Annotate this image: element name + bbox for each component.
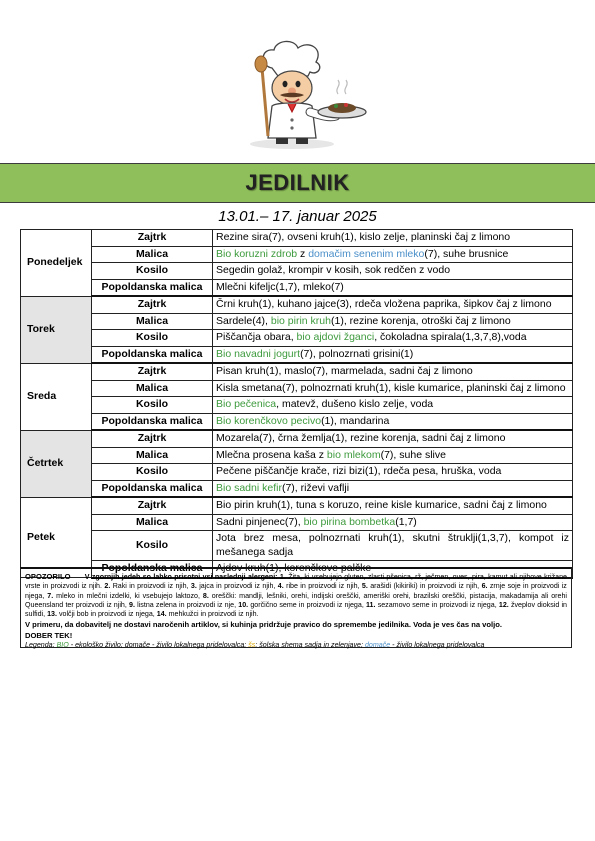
bio-item: Bio korenčkovo pecivo [216,414,322,427]
meal-description [213,480,573,497]
meal-description [213,514,573,531]
notes-box [20,567,572,648]
menu-row [21,397,573,414]
meal-description [213,246,573,263]
menu-row [21,447,573,464]
meal-text: (7), polnozrnati grisini(1) [300,347,414,360]
meal-label: Malica [92,380,213,397]
meal-label: Kosilo [92,531,213,561]
allergen-text: zrnje soje in proizvodi iz njega, [25,582,567,600]
legend-bio-text: - ekološko živilo; domače - živilo lokalnega pridelovalca; [68,641,249,650]
meal-text: Črni kruh(1), kuhano jajce(3), rdeča vložena paprika, šipkov čaj z limono [216,298,552,310]
bio-item: Bio pečenica [216,398,277,410]
menu-row [21,430,573,447]
meal-description [213,464,573,481]
warning-label: OPOZORILO [25,572,71,581]
meal-description [213,531,573,561]
meal-description [213,447,573,464]
meal-text: (1), rezine korenja, otroški čaj z limono [330,314,511,327]
date-range: 13.01.– 17. januar 2025 [218,208,377,225]
meal-text: , matevž, dušeno kislo zelje, voda [276,398,434,410]
meal-description [213,413,573,430]
meal-description [213,380,573,397]
allergen-number: 6. [481,582,488,591]
meal-label: Zajtrk [92,363,213,380]
meal-description [213,346,573,363]
bio-item: bio pirin kruh [270,314,331,327]
menu-row [21,413,573,430]
bio-item: bio ajdovi žganci [296,331,375,343]
allergen-number: 11. [366,600,376,609]
page-title: JEDILNIK [245,170,350,195]
meal-text: (7), suhe brusnice [424,247,509,260]
day-name: Ponedeljek [21,230,92,297]
meal-text: Rezine sira(7), ovseni kruh(1), kislo zelje, planinski čaj z limono [216,231,511,243]
meal-text: Mlečni kifeljc(1,7), mleko(7) [216,280,344,293]
allergen-text: jajca in proizvodi iz njih, [199,582,276,591]
meal-description [213,296,573,313]
menu-row [21,531,573,561]
bio-item: Bio koruzni zdrob [216,247,298,260]
allergen-text: mehkužci in proizvodi iz njih. [168,610,259,619]
day-name: Sreda [21,363,92,430]
allergen-number: 2. [104,582,111,591]
meal-description [213,279,573,296]
meal-text: Mlečna prosena kaša z [216,448,327,461]
menu-row [21,346,573,363]
meal-text: Piščančja obara, [216,331,297,343]
legend-bio: BIO [56,641,69,650]
title-banner [0,163,595,203]
meal-label: Popoldanska malica [92,561,213,578]
meal-text: Kisla smetana(7), polnozrnati kruh(1), kisle kumarice, planinski čaj z limono [216,381,566,394]
allergen-number: 9. [129,600,135,609]
meal-text: (7), riževi vaflji [281,481,350,494]
menu-row [21,497,573,514]
allergen-text: žveplov dioksid in sulfidi, [25,600,567,619]
meal-label: Malica [92,246,213,263]
meal-label: Kosilo [92,464,213,481]
menu-row [21,464,573,481]
menu-row [21,330,573,347]
menu-row [21,263,573,280]
allergen-number: 3. [190,582,197,591]
allergen-text: listna zelena in proizvodi iz nje, [137,600,237,609]
day-name: Četrtek [21,430,92,497]
allergen-text: oreščki: mandlji, lešniki, orehi, indijski oreščki, ameriški orehi, brazilski oreščki, pistacija, makadamija ali orehi Queensland ter proizvodi iz njih, [25,591,567,609]
meal-text: Sadni pinjenec(7), [216,515,304,528]
menu-table [20,229,573,579]
bio-item: bio mlekom [326,448,381,461]
meal-label: Popoldanska malica [92,480,213,497]
meal-label: Zajtrk [92,230,213,247]
meal-label: Zajtrk [92,296,213,313]
legend-dom-text: - živilo lokalnega pridelovalca [390,641,485,650]
menu-row [21,480,573,497]
allergen-number: 13. [47,610,57,619]
allergen-text: Raki in proizvodi iz njih, [112,582,189,591]
allergens-intro: V zgornjih jedeh so lahko prisotni vsi naslednji alergeni: [84,573,278,581]
allergen-number: 5. [361,582,368,591]
domace-item: domačim senenim mleko [308,247,425,260]
meal-text: Pisan kruh(1), maslo(7), marmelada, sadni čaj z limono [216,365,473,377]
legend-label: Legenda: [25,641,55,650]
meal-text: (1,7) [395,515,417,528]
meal-description [213,497,573,514]
meal-label: Malica [92,313,213,330]
bio-item: Bio sadni kefir [216,481,282,494]
legend-ss-text: : šolska shema sadja in zelenjave; [255,641,365,650]
meal-text: Sardele(4), [216,314,271,327]
chef-illustration [232,38,372,150]
meal-text: , čokoladna spirala(1,3,7,8),voda [374,331,527,343]
bio-item: bio pirina bombetka [303,515,396,528]
closing-text: DOBER TEK! [25,630,73,640]
allergen-text: sezamovo seme in proizvodi iz njega, [377,600,497,609]
change-notice [25,620,567,641]
meal-text: Bio pirin kruh(1), tuna s koruzo, reine kisle kumarice, sadni čaj z limono [216,499,547,511]
legend [25,641,567,650]
meal-text: z [297,247,309,260]
meal-label: Kosilo [92,263,213,280]
meal-text: Ajdov kruh(1), korenčkove palčke [216,562,372,574]
meal-label: Malica [92,447,213,464]
meal-text: Jota brez mesa, polnozrnati kruh(1), skutni štruklji(1,3,7), kompot iz mešanega sadja [216,532,569,558]
menu-row [21,296,573,313]
menu-row [21,514,573,531]
allergen-text: gorčično seme in proizvodi iz njega, [250,600,364,609]
meal-description [213,430,573,447]
menu-row [21,363,573,380]
meal-label: Kosilo [92,397,213,414]
allergen-warning [25,572,567,619]
meal-label: Malica [92,514,213,531]
menu-row [21,230,573,247]
allergen-number: 4. [277,582,284,591]
day-name: Petek [21,497,92,578]
change-notice-text: V primeru, da dobavitelj ne dostavi naročenih artiklov, si kuhinja pridržuje pravico do spremembe jedilnika. Voda je ves čas na voljo. [25,620,503,630]
meal-label: Zajtrk [92,497,213,514]
meal-text: Pečene piščančje krače, rizi bizi(1), rdeča pesa, hruška, voda [216,465,502,477]
meal-text: Mozarela(7), črna žemlja(1), rezine korenja, sadni čaj z limono [216,432,506,444]
meal-description [213,263,573,280]
meal-description [213,230,573,247]
meal-description [213,363,573,380]
legend-domace: domače [364,641,391,650]
meal-label: Popoldanska malica [92,346,213,363]
legend-ss: šs [248,641,256,650]
allergen-text: Žita, ki vsebujejo gluten, zlasti pšenica, rž, ječmen, oves, pira, kamut ali njihove križane vrste in proizvodi iz njih. [25,573,567,591]
meal-description [213,397,573,414]
menu-row [21,313,573,330]
meal-label: Popoldanska malica [92,279,213,296]
meal-text: Segedin golaž, krompir v kosih, sok redčen z vodo [216,264,451,276]
allergen-number: 12. [498,600,509,609]
meal-label: Popoldanska malica [92,413,213,430]
meal-description [213,313,573,330]
bio-item: Bio navadni jogurt [216,347,301,360]
menu-row [21,380,573,397]
meal-text: (7), suhe slive [380,448,446,461]
allergen-text: ribe in proizvodi iz njih, [286,582,360,591]
meal-label: Zajtrk [92,430,213,447]
allergen-number: 14. [156,610,167,619]
allergen-number: 1. [279,573,286,581]
allergen-number: 8. [202,591,209,600]
allergen-number: 10. [238,600,249,609]
meal-label: Kosilo [92,330,213,347]
meal-text: (1), mandarina [321,414,390,427]
allergen-text: mleko in mlečni izdelki, ki vsebujejo laktozo, [56,591,200,600]
allergen-text: volčji bob in proizvodi iz njega, [58,610,155,619]
allergen-text: arašidi (kikiriki) in proizvodi iz njih, [370,582,480,591]
menu-row [21,246,573,263]
allergen-number: 7. [47,591,54,600]
meal-description [213,330,573,347]
day-name: Torek [21,296,92,363]
menu-row [21,279,573,296]
